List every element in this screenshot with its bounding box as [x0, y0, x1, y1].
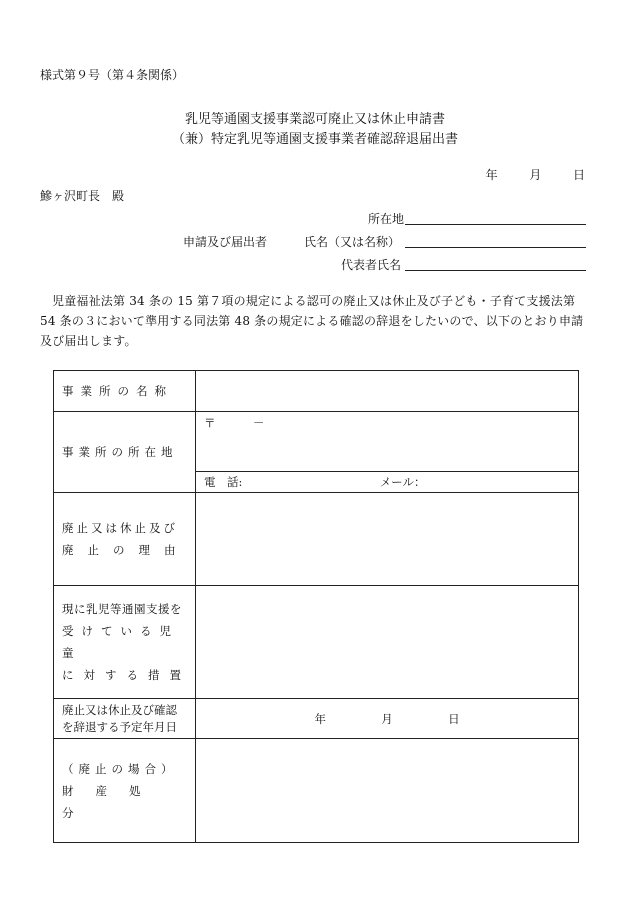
date-month-label: 月: [529, 168, 542, 182]
business-address-label: [54, 412, 196, 493]
reason-label-line1: 廃止又は休止及び: [62, 521, 178, 535]
measures-label: [54, 586, 196, 699]
form-number: 様式第９号（第４条関係）: [40, 68, 185, 82]
measures-label-line2: 受けている児童: [62, 624, 179, 660]
property-field[interactable]: [196, 739, 579, 843]
business-name-text: 事業所の名称: [62, 384, 173, 398]
postal-mark: 〒: [204, 416, 216, 430]
property-label-line1: （廃止の場合）: [62, 761, 178, 776]
measures-label-line3: に対する措置: [62, 668, 191, 682]
business-name-field[interactable]: [196, 371, 579, 412]
property-label-line2: 財産処分: [62, 783, 163, 820]
applicant-address-field[interactable]: [405, 208, 586, 225]
applicant-name-field[interactable]: [405, 231, 586, 248]
addressee: 鰺ヶ沢町長 殿: [40, 189, 125, 203]
name-label: 氏名（又は名称）: [304, 235, 401, 249]
contact-field[interactable]: [196, 472, 579, 493]
form-title-line2: （兼）特定乳児等通園支援事業者確認辞退届出書: [171, 132, 458, 147]
planned-year-label: 年: [314, 711, 326, 726]
date-day-label: 日: [572, 168, 585, 182]
row-reason: [54, 493, 579, 586]
row-business-address: [54, 412, 579, 472]
email-label: メール：: [379, 475, 426, 489]
application-table: [53, 370, 579, 843]
business-name-label: [54, 371, 196, 412]
date-year-label: 年: [485, 168, 498, 182]
measures-label-line1: 現に乳児等通園支援を: [62, 602, 182, 616]
row-measures: [54, 586, 579, 699]
row-planned-date: [54, 699, 579, 739]
property-label: [54, 739, 196, 843]
business-address-text: 事業所の所在地: [62, 445, 178, 459]
representative-label: 代表者氏名: [341, 258, 402, 272]
reason-field[interactable]: [196, 493, 579, 586]
row-business-name: [54, 371, 579, 412]
measures-field[interactable]: [196, 586, 579, 699]
reason-label: [54, 493, 196, 586]
planned-date-label-line2: を辞退する予定年月日: [62, 719, 177, 734]
phone-label: 電 話:: [204, 475, 243, 489]
planned-month-label: 月: [381, 711, 393, 726]
planned-date-label-line1: 廃止又は休止及び確認: [62, 702, 177, 717]
business-address-field[interactable]: [196, 412, 579, 472]
address-label: 所在地: [368, 212, 405, 226]
planned-date-label: [54, 699, 196, 739]
applicant-section-label: 申請及び届出者: [183, 235, 268, 249]
reason-label-line2: 廃止の理由: [62, 543, 190, 557]
planned-day-label: 日: [448, 711, 460, 726]
postal-dash: －: [252, 416, 265, 430]
form-title-line1: 乳児等通園支援事業認可廃止又は休止申請書: [184, 112, 445, 127]
representative-name-field[interactable]: [405, 254, 586, 271]
date-line: [486, 166, 585, 183]
planned-date-field[interactable]: [196, 699, 579, 739]
row-property: [54, 739, 579, 843]
declaration-text: 児童福祉法第 34 条の 15 第７項の規定による認可の廃止又は休止及び子ども・子育て支援法第 54 条の３において準用する同法第 48 条の規定による確認の辞退をしたいので、以下のとおり申請及び届出します。: [40, 294, 584, 348]
